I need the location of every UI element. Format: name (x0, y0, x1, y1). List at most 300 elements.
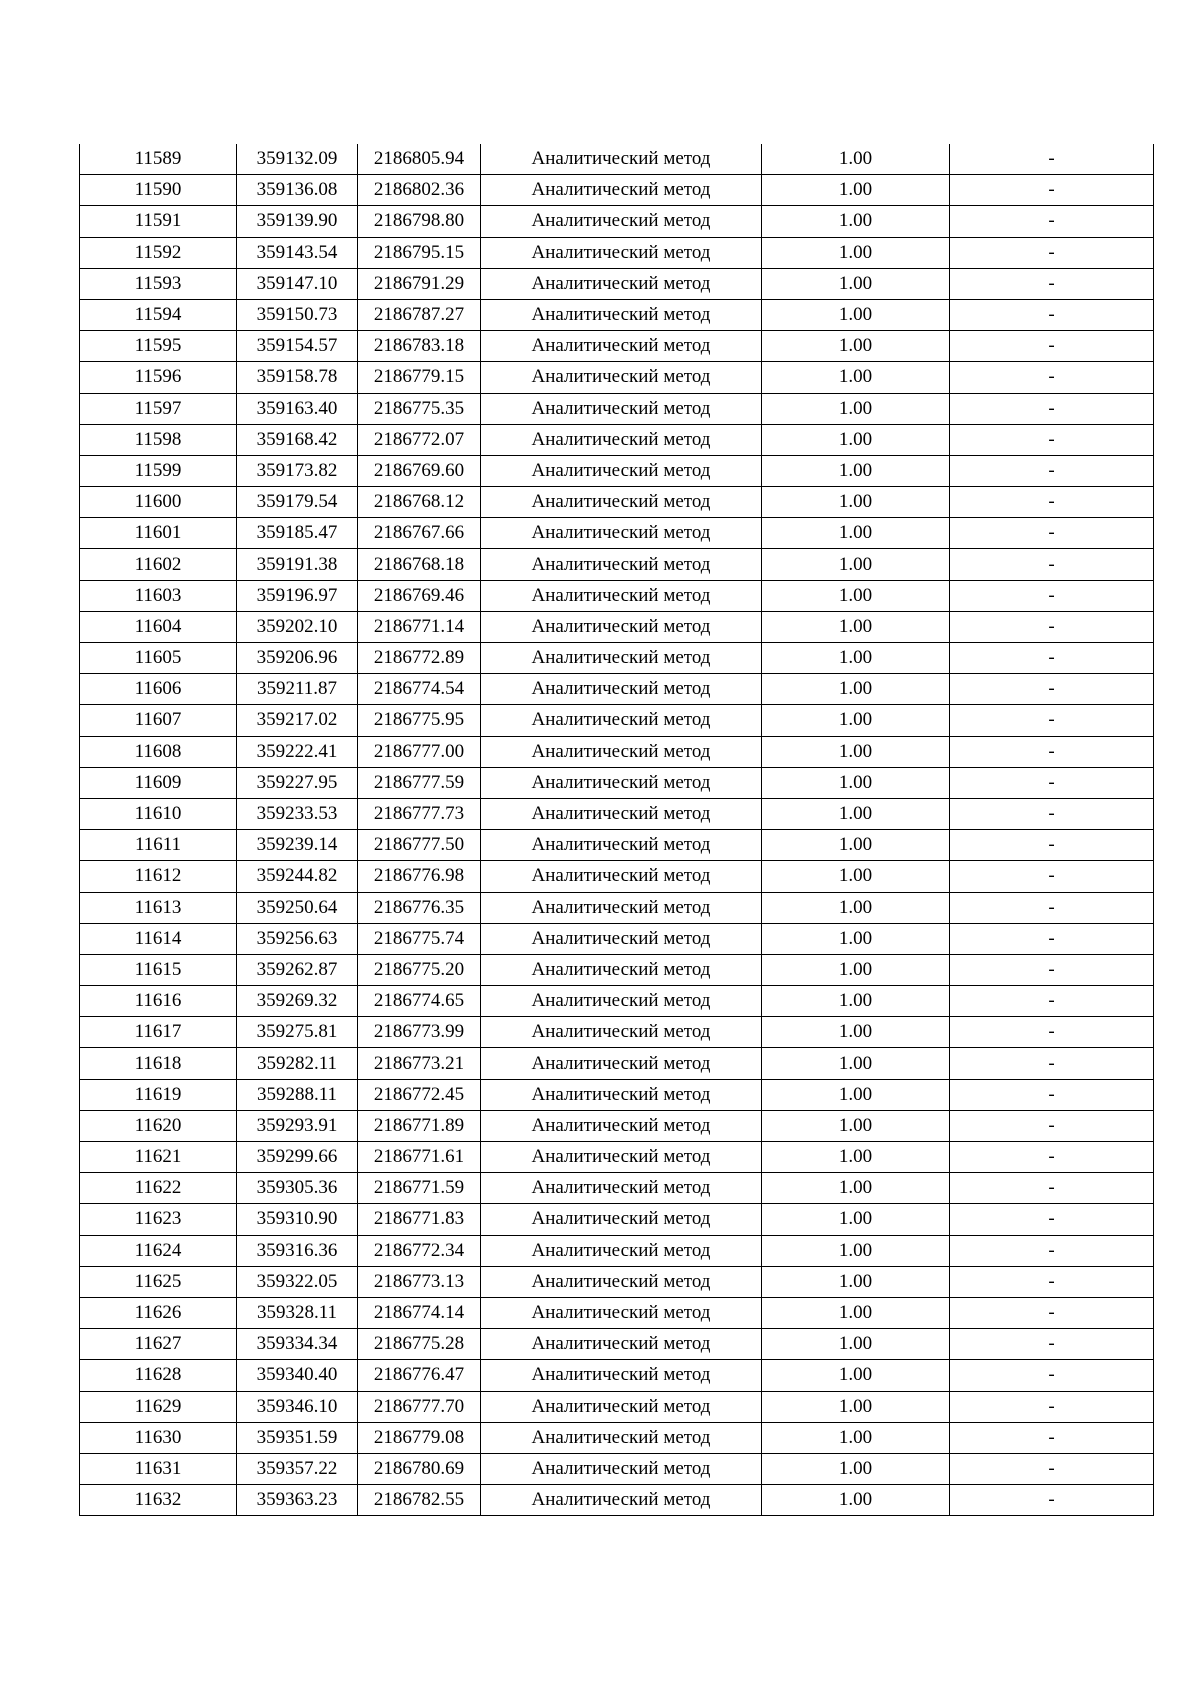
y-coordinate-cell: 2186791.29 (358, 268, 481, 299)
y-coordinate-cell: 2186775.74 (358, 923, 481, 954)
table-row (80, 299, 1154, 330)
method-cell: Аналитический метод (481, 861, 762, 892)
method-cell: Аналитический метод (481, 892, 762, 923)
x-coordinate-cell: 359328.11 (237, 1297, 358, 1328)
description-cell: - (950, 455, 1154, 486)
x-coordinate-cell: 359282.11 (237, 1048, 358, 1079)
y-coordinate-cell: 2186767.66 (358, 518, 481, 549)
point-number-cell: 11619 (80, 1079, 237, 1110)
method-cell: Аналитический метод (481, 393, 762, 424)
accuracy-cell: 1.00 (762, 362, 950, 393)
y-coordinate-cell: 2186776.35 (358, 892, 481, 923)
description-cell: - (950, 923, 1154, 954)
x-coordinate-cell: 359196.97 (237, 580, 358, 611)
table-row (80, 674, 1154, 705)
y-coordinate-cell: 2186772.07 (358, 424, 481, 455)
y-coordinate-cell: 2186775.95 (358, 705, 481, 736)
y-coordinate-cell: 2186771.14 (358, 611, 481, 642)
accuracy-cell: 1.00 (762, 1329, 950, 1360)
point-number-cell: 11627 (80, 1329, 237, 1360)
point-number-cell: 11592 (80, 237, 237, 268)
method-cell: Аналитический метод (481, 144, 762, 175)
x-coordinate-cell: 359250.64 (237, 892, 358, 923)
accuracy-cell: 1.00 (762, 1266, 950, 1297)
x-coordinate-cell: 359363.23 (237, 1485, 358, 1516)
accuracy-cell: 1.00 (762, 144, 950, 175)
accuracy-cell: 1.00 (762, 1142, 950, 1173)
table-row (80, 830, 1154, 861)
description-cell: - (950, 424, 1154, 455)
description-cell: - (950, 1297, 1154, 1328)
accuracy-cell: 1.00 (762, 1110, 950, 1141)
accuracy-cell: 1.00 (762, 175, 950, 206)
point-number-cell: 11632 (80, 1485, 237, 1516)
x-coordinate-cell: 359334.34 (237, 1329, 358, 1360)
method-cell: Аналитический метод (481, 611, 762, 642)
y-coordinate-cell: 2186771.59 (358, 1173, 481, 1204)
method-cell: Аналитический метод (481, 986, 762, 1017)
description-cell: - (950, 1266, 1154, 1297)
table-row (80, 767, 1154, 798)
point-number-cell: 11618 (80, 1048, 237, 1079)
method-cell: Аналитический метод (481, 362, 762, 393)
x-coordinate-cell: 359202.10 (237, 611, 358, 642)
point-number-cell: 11596 (80, 362, 237, 393)
x-coordinate-cell: 359206.96 (237, 643, 358, 674)
accuracy-cell: 1.00 (762, 830, 950, 861)
x-coordinate-cell: 359222.41 (237, 736, 358, 767)
table-row (80, 1360, 1154, 1391)
point-number-cell: 11616 (80, 986, 237, 1017)
x-coordinate-cell: 359244.82 (237, 861, 358, 892)
y-coordinate-cell: 2186768.12 (358, 487, 481, 518)
method-cell: Аналитический метод (481, 1110, 762, 1141)
point-number-cell: 11622 (80, 1173, 237, 1204)
accuracy-cell: 1.00 (762, 1391, 950, 1422)
table-row (80, 1048, 1154, 1079)
point-number-cell: 11605 (80, 643, 237, 674)
y-coordinate-cell: 2186769.46 (358, 580, 481, 611)
y-coordinate-cell: 2186773.13 (358, 1266, 481, 1297)
y-coordinate-cell: 2186772.34 (358, 1235, 481, 1266)
description-cell: - (950, 767, 1154, 798)
x-coordinate-cell: 359163.40 (237, 393, 358, 424)
method-cell: Аналитический метод (481, 237, 762, 268)
method-cell: Аналитический метод (481, 1297, 762, 1328)
x-coordinate-cell: 359269.32 (237, 986, 358, 1017)
point-number-cell: 11603 (80, 580, 237, 611)
table-row (80, 923, 1154, 954)
description-cell: - (950, 611, 1154, 642)
x-coordinate-cell: 359239.14 (237, 830, 358, 861)
accuracy-cell: 1.00 (762, 643, 950, 674)
accuracy-cell: 1.00 (762, 1453, 950, 1484)
table-row (80, 175, 1154, 206)
method-cell: Аналитический метод (481, 1391, 762, 1422)
point-number-cell: 11628 (80, 1360, 237, 1391)
point-number-cell: 11604 (80, 611, 237, 642)
y-coordinate-cell: 2186776.98 (358, 861, 481, 892)
accuracy-cell: 1.00 (762, 674, 950, 705)
x-coordinate-cell: 359299.66 (237, 1142, 358, 1173)
table-row (80, 1017, 1154, 1048)
point-number-cell: 11602 (80, 549, 237, 580)
accuracy-cell: 1.00 (762, 736, 950, 767)
accuracy-cell: 1.00 (762, 892, 950, 923)
x-coordinate-cell: 359139.90 (237, 206, 358, 237)
method-cell: Аналитический метод (481, 643, 762, 674)
description-cell: - (950, 1360, 1154, 1391)
point-number-cell: 11617 (80, 1017, 237, 1048)
description-cell: - (950, 549, 1154, 580)
method-cell: Аналитический метод (481, 1422, 762, 1453)
x-coordinate-cell: 359191.38 (237, 549, 358, 580)
description-cell: - (950, 175, 1154, 206)
x-coordinate-cell: 359173.82 (237, 455, 358, 486)
x-coordinate-cell: 359340.40 (237, 1360, 358, 1391)
method-cell: Аналитический метод (481, 674, 762, 705)
method-cell: Аналитический метод (481, 299, 762, 330)
table-row (80, 643, 1154, 674)
method-cell: Аналитический метод (481, 424, 762, 455)
y-coordinate-cell: 2186775.28 (358, 1329, 481, 1360)
y-coordinate-cell: 2186774.14 (358, 1297, 481, 1328)
y-coordinate-cell: 2186779.15 (358, 362, 481, 393)
point-number-cell: 11607 (80, 705, 237, 736)
table-row (80, 861, 1154, 892)
table-row (80, 1453, 1154, 1484)
method-cell: Аналитический метод (481, 331, 762, 362)
x-coordinate-cell: 359217.02 (237, 705, 358, 736)
y-coordinate-cell: 2186769.60 (358, 455, 481, 486)
description-cell: - (950, 518, 1154, 549)
y-coordinate-cell: 2186777.50 (358, 830, 481, 861)
y-coordinate-cell: 2186776.47 (358, 1360, 481, 1391)
x-coordinate-cell: 359351.59 (237, 1422, 358, 1453)
accuracy-cell: 1.00 (762, 798, 950, 829)
accuracy-cell: 1.00 (762, 1235, 950, 1266)
x-coordinate-cell: 359310.90 (237, 1204, 358, 1235)
method-cell: Аналитический метод (481, 705, 762, 736)
point-number-cell: 11630 (80, 1422, 237, 1453)
table-row (80, 580, 1154, 611)
table-row (80, 518, 1154, 549)
method-cell: Аналитический метод (481, 830, 762, 861)
accuracy-cell: 1.00 (762, 1297, 950, 1328)
y-coordinate-cell: 2186802.36 (358, 175, 481, 206)
y-coordinate-cell: 2186780.69 (358, 1453, 481, 1484)
x-coordinate-cell: 359185.47 (237, 518, 358, 549)
table-row (80, 1079, 1154, 1110)
table-row (80, 1297, 1154, 1328)
point-number-cell: 11608 (80, 736, 237, 767)
description-cell: - (950, 144, 1154, 175)
accuracy-cell: 1.00 (762, 206, 950, 237)
point-number-cell: 11612 (80, 861, 237, 892)
accuracy-cell: 1.00 (762, 331, 950, 362)
method-cell: Аналитический метод (481, 175, 762, 206)
table-row (80, 798, 1154, 829)
accuracy-cell: 1.00 (762, 705, 950, 736)
method-cell: Аналитический метод (481, 1360, 762, 1391)
description-cell: - (950, 643, 1154, 674)
x-coordinate-cell: 359132.09 (237, 144, 358, 175)
table-row (80, 1391, 1154, 1422)
accuracy-cell: 1.00 (762, 299, 950, 330)
method-cell: Аналитический метод (481, 518, 762, 549)
method-cell: Аналитический метод (481, 767, 762, 798)
description-cell: - (950, 1173, 1154, 1204)
table-row (80, 1204, 1154, 1235)
y-coordinate-cell: 2186795.15 (358, 237, 481, 268)
point-number-cell: 11620 (80, 1110, 237, 1141)
method-cell: Аналитический метод (481, 1329, 762, 1360)
description-cell: - (950, 1329, 1154, 1360)
table-row (80, 144, 1154, 175)
point-number-cell: 11613 (80, 892, 237, 923)
x-coordinate-cell: 359227.95 (237, 767, 358, 798)
accuracy-cell: 1.00 (762, 1048, 950, 1079)
x-coordinate-cell: 359168.42 (237, 424, 358, 455)
accuracy-cell: 1.00 (762, 1485, 950, 1516)
method-cell: Аналитический метод (481, 268, 762, 299)
accuracy-cell: 1.00 (762, 1422, 950, 1453)
table-row (80, 892, 1154, 923)
x-coordinate-cell: 359316.36 (237, 1235, 358, 1266)
x-coordinate-cell: 359154.57 (237, 331, 358, 362)
table-row (80, 393, 1154, 424)
description-cell: - (950, 736, 1154, 767)
y-coordinate-cell: 2186774.65 (358, 986, 481, 1017)
point-number-cell: 11590 (80, 175, 237, 206)
table-row (80, 1485, 1154, 1516)
y-coordinate-cell: 2186783.18 (358, 331, 481, 362)
description-cell: - (950, 331, 1154, 362)
description-cell: - (950, 1485, 1154, 1516)
method-cell: Аналитический метод (481, 1048, 762, 1079)
x-coordinate-cell: 359147.10 (237, 268, 358, 299)
coordinates-table (79, 144, 1154, 1516)
point-number-cell: 11597 (80, 393, 237, 424)
point-number-cell: 11595 (80, 331, 237, 362)
description-cell: - (950, 1391, 1154, 1422)
point-number-cell: 11600 (80, 487, 237, 518)
description-cell: - (950, 892, 1154, 923)
accuracy-cell: 1.00 (762, 986, 950, 1017)
description-cell: - (950, 1079, 1154, 1110)
table-row (80, 331, 1154, 362)
method-cell: Аналитический метод (481, 455, 762, 486)
method-cell: Аналитический метод (481, 798, 762, 829)
description-cell: - (950, 954, 1154, 985)
accuracy-cell: 1.00 (762, 1204, 950, 1235)
x-coordinate-cell: 359288.11 (237, 1079, 358, 1110)
description-cell: - (950, 986, 1154, 1017)
accuracy-cell: 1.00 (762, 487, 950, 518)
description-cell: - (950, 1235, 1154, 1266)
point-number-cell: 11629 (80, 1391, 237, 1422)
x-coordinate-cell: 359256.63 (237, 923, 358, 954)
table-row (80, 487, 1154, 518)
y-coordinate-cell: 2186772.89 (358, 643, 481, 674)
y-coordinate-cell: 2186768.18 (358, 549, 481, 580)
method-cell: Аналитический метод (481, 1173, 762, 1204)
y-coordinate-cell: 2186787.27 (358, 299, 481, 330)
table-row (80, 611, 1154, 642)
y-coordinate-cell: 2186774.54 (358, 674, 481, 705)
accuracy-cell: 1.00 (762, 580, 950, 611)
point-number-cell: 11601 (80, 518, 237, 549)
accuracy-cell: 1.00 (762, 518, 950, 549)
method-cell: Аналитический метод (481, 1235, 762, 1266)
table-row (80, 237, 1154, 268)
y-coordinate-cell: 2186773.21 (358, 1048, 481, 1079)
description-cell: - (950, 487, 1154, 518)
method-cell: Аналитический метод (481, 1079, 762, 1110)
table-row (80, 362, 1154, 393)
accuracy-cell: 1.00 (762, 1017, 950, 1048)
description-cell: - (950, 1204, 1154, 1235)
x-coordinate-cell: 359293.91 (237, 1110, 358, 1141)
table-row (80, 455, 1154, 486)
description-cell: - (950, 206, 1154, 237)
table-row (80, 705, 1154, 736)
y-coordinate-cell: 2186779.08 (358, 1422, 481, 1453)
description-cell: - (950, 362, 1154, 393)
point-number-cell: 11615 (80, 954, 237, 985)
description-cell: - (950, 1422, 1154, 1453)
accuracy-cell: 1.00 (762, 393, 950, 424)
point-number-cell: 11606 (80, 674, 237, 705)
method-cell: Аналитический метод (481, 736, 762, 767)
accuracy-cell: 1.00 (762, 237, 950, 268)
accuracy-cell: 1.00 (762, 1360, 950, 1391)
table-row (80, 268, 1154, 299)
point-number-cell: 11609 (80, 767, 237, 798)
x-coordinate-cell: 359233.53 (237, 798, 358, 829)
x-coordinate-cell: 359346.10 (237, 1391, 358, 1422)
method-cell: Аналитический метод (481, 206, 762, 237)
coordinates-table-body (80, 144, 1154, 1516)
table-row (80, 1235, 1154, 1266)
x-coordinate-cell: 359262.87 (237, 954, 358, 985)
accuracy-cell: 1.00 (762, 268, 950, 299)
y-coordinate-cell: 2186775.20 (358, 954, 481, 985)
method-cell: Аналитический метод (481, 923, 762, 954)
table-row (80, 1422, 1154, 1453)
accuracy-cell: 1.00 (762, 424, 950, 455)
accuracy-cell: 1.00 (762, 767, 950, 798)
point-number-cell: 11594 (80, 299, 237, 330)
table-row (80, 986, 1154, 1017)
y-coordinate-cell: 2186777.00 (358, 736, 481, 767)
method-cell: Аналитический метод (481, 1142, 762, 1173)
method-cell: Аналитический метод (481, 1017, 762, 1048)
table-row (80, 549, 1154, 580)
point-number-cell: 11624 (80, 1235, 237, 1266)
table-row (80, 1110, 1154, 1141)
point-number-cell: 11623 (80, 1204, 237, 1235)
description-cell: - (950, 1453, 1154, 1484)
accuracy-cell: 1.00 (762, 923, 950, 954)
description-cell: - (950, 830, 1154, 861)
description-cell: - (950, 861, 1154, 892)
description-cell: - (950, 798, 1154, 829)
description-cell: - (950, 1110, 1154, 1141)
point-number-cell: 11611 (80, 830, 237, 861)
point-number-cell: 11621 (80, 1142, 237, 1173)
accuracy-cell: 1.00 (762, 954, 950, 985)
x-coordinate-cell: 359275.81 (237, 1017, 358, 1048)
x-coordinate-cell: 359143.54 (237, 237, 358, 268)
x-coordinate-cell: 359179.54 (237, 487, 358, 518)
y-coordinate-cell: 2186777.59 (358, 767, 481, 798)
description-cell: - (950, 1048, 1154, 1079)
y-coordinate-cell: 2186782.55 (358, 1485, 481, 1516)
point-number-cell: 11631 (80, 1453, 237, 1484)
description-cell: - (950, 674, 1154, 705)
accuracy-cell: 1.00 (762, 1079, 950, 1110)
accuracy-cell: 1.00 (762, 455, 950, 486)
y-coordinate-cell: 2186777.73 (358, 798, 481, 829)
x-coordinate-cell: 359357.22 (237, 1453, 358, 1484)
table-row (80, 1142, 1154, 1173)
x-coordinate-cell: 359158.78 (237, 362, 358, 393)
accuracy-cell: 1.00 (762, 861, 950, 892)
point-number-cell: 11614 (80, 923, 237, 954)
method-cell: Аналитический метод (481, 549, 762, 580)
y-coordinate-cell: 2186772.45 (358, 1079, 481, 1110)
point-number-cell: 11625 (80, 1266, 237, 1297)
table-row (80, 954, 1154, 985)
y-coordinate-cell: 2186798.80 (358, 206, 481, 237)
accuracy-cell: 1.00 (762, 611, 950, 642)
description-cell: - (950, 705, 1154, 736)
table-row (80, 1329, 1154, 1360)
description-cell: - (950, 237, 1154, 268)
x-coordinate-cell: 359211.87 (237, 674, 358, 705)
description-cell: - (950, 299, 1154, 330)
y-coordinate-cell: 2186773.99 (358, 1017, 481, 1048)
point-number-cell: 11626 (80, 1297, 237, 1328)
point-number-cell: 11598 (80, 424, 237, 455)
table-row (80, 736, 1154, 767)
y-coordinate-cell: 2186777.70 (358, 1391, 481, 1422)
y-coordinate-cell: 2186771.89 (358, 1110, 481, 1141)
y-coordinate-cell: 2186775.35 (358, 393, 481, 424)
point-number-cell: 11610 (80, 798, 237, 829)
x-coordinate-cell: 359305.36 (237, 1173, 358, 1204)
method-cell: Аналитический метод (481, 954, 762, 985)
method-cell: Аналитический метод (481, 1453, 762, 1484)
method-cell: Аналитический метод (481, 1485, 762, 1516)
accuracy-cell: 1.00 (762, 1173, 950, 1204)
description-cell: - (950, 393, 1154, 424)
method-cell: Аналитический метод (481, 1266, 762, 1297)
table-row (80, 1266, 1154, 1297)
y-coordinate-cell: 2186805.94 (358, 144, 481, 175)
description-cell: - (950, 1017, 1154, 1048)
y-coordinate-cell: 2186771.61 (358, 1142, 481, 1173)
method-cell: Аналитический метод (481, 580, 762, 611)
description-cell: - (950, 268, 1154, 299)
y-coordinate-cell: 2186771.83 (358, 1204, 481, 1235)
description-cell: - (950, 1142, 1154, 1173)
table-row (80, 424, 1154, 455)
table-row (80, 206, 1154, 237)
x-coordinate-cell: 359322.05 (237, 1266, 358, 1297)
accuracy-cell: 1.00 (762, 549, 950, 580)
